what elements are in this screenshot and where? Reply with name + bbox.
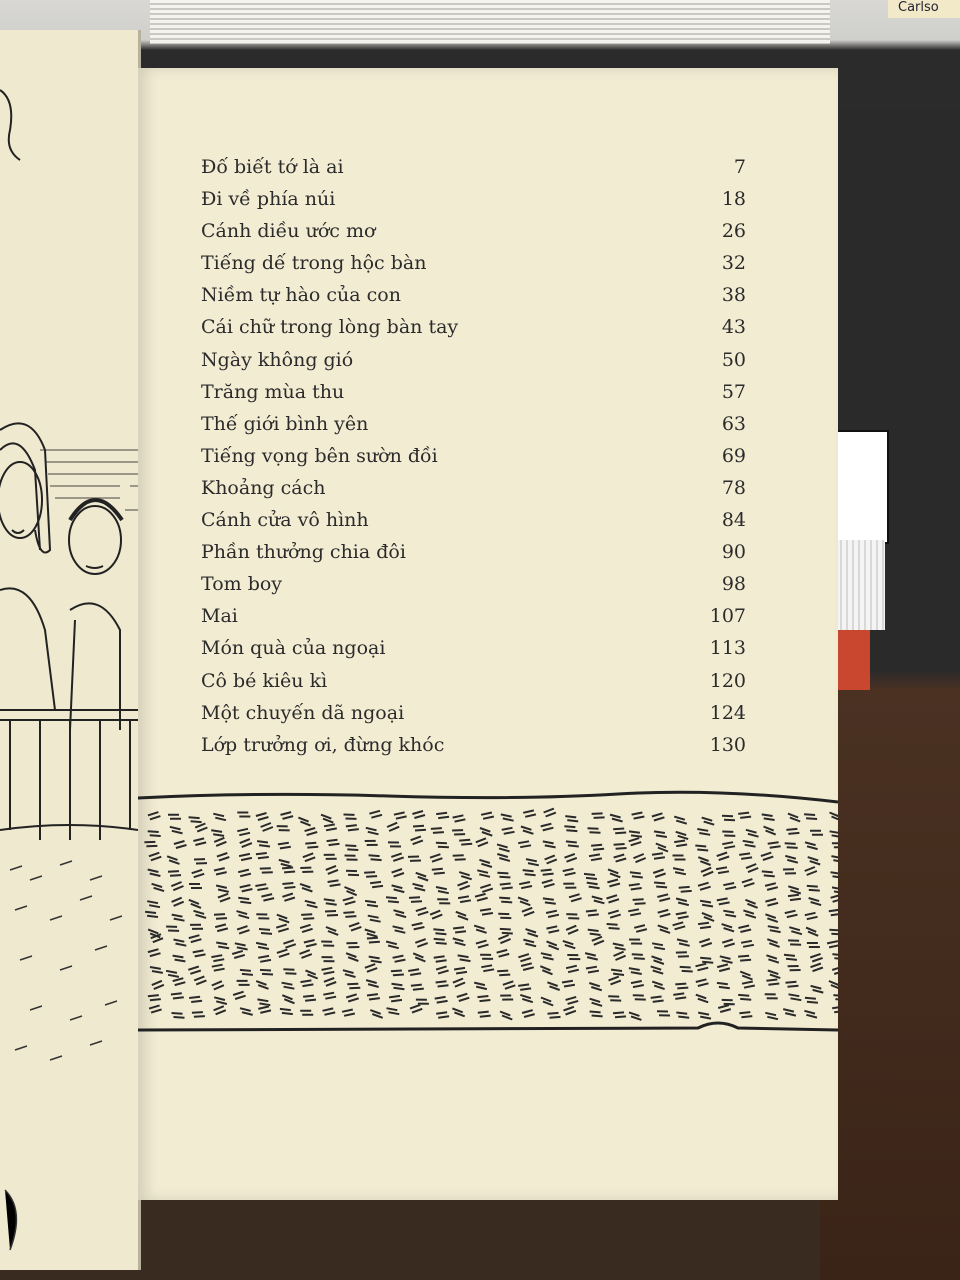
desk-background — [820, 110, 960, 1280]
toc-title: Một chuyến dã ngoại — [201, 701, 405, 724]
toc-entry — [201, 605, 746, 637]
toc-page-number: 130 — [709, 733, 746, 756]
toc-title: Cô bé kiêu kì — [201, 669, 328, 692]
toc-entry — [201, 413, 746, 445]
toc-title: Tiếng vọng bên sườn đồi — [201, 444, 438, 467]
toc-entry — [201, 381, 746, 413]
toc-entry — [201, 316, 746, 348]
toc-title: Cánh cửa vô hình — [201, 509, 369, 532]
toc-title: Mai — [201, 605, 238, 628]
toc-title: Lớp trưởng ơi, đừng khóc — [201, 733, 445, 756]
left-page-illustration — [0, 30, 141, 1270]
book-spine-label: Carlso — [888, 0, 960, 18]
toc-page-number: 57 — [721, 380, 746, 403]
toc-title: Khoảng cách — [201, 476, 326, 499]
toc-entry — [201, 509, 746, 541]
toc-page-number: 7 — [733, 156, 746, 178]
ground-dash-texture — [144, 809, 838, 1020]
toc-entry — [201, 702, 746, 734]
toc-page-number: 90 — [721, 541, 746, 564]
toc-entry — [201, 220, 746, 252]
toc-entry — [201, 477, 746, 509]
toc-page-number: 98 — [721, 573, 746, 596]
toc-title: Trăng mùa thu — [201, 380, 345, 403]
toc-entry — [201, 445, 746, 477]
toc-entry — [201, 670, 746, 702]
toc-entry — [201, 573, 746, 605]
toc-entry — [201, 252, 746, 284]
toc-page-number: 124 — [709, 701, 746, 724]
toc-title: Thế giới bình yên — [201, 412, 369, 435]
toc-page-number: 107 — [709, 605, 746, 628]
toc-page-number: 69 — [721, 444, 746, 467]
toc-title: Phần thưởng chia đôi — [201, 541, 406, 564]
toc-page-number: 26 — [721, 220, 746, 243]
ground-illustration — [138, 790, 838, 1040]
table-of-contents — [201, 156, 746, 766]
book-edge — [830, 430, 889, 544]
toc-title: Tiếng dế trong hộc bàn — [201, 252, 427, 275]
toc-entry — [201, 156, 746, 188]
toc-title: Ngày không gió — [201, 348, 354, 371]
toc-title: Tom boy — [201, 573, 283, 596]
toc-entry — [201, 349, 746, 381]
toc-page-number: 43 — [721, 316, 746, 339]
toc-entry — [201, 284, 746, 316]
paper-stack — [150, 0, 830, 44]
toc-page-number: 18 — [721, 188, 746, 211]
toc-page-number: 78 — [721, 476, 746, 499]
toc-page-number: 63 — [721, 412, 746, 435]
toc-title: Đố biết tớ là ai — [201, 156, 344, 178]
toc-page-number: 32 — [721, 252, 746, 275]
toc-entry — [201, 734, 746, 766]
toc-page-number: 113 — [709, 637, 746, 660]
toc-entry — [201, 637, 746, 669]
toc-title: Cái chữ trong lòng bàn tay — [201, 316, 459, 339]
toc-page-number: 50 — [721, 348, 746, 371]
toc-entry — [201, 541, 746, 573]
table-of-contents-page — [138, 68, 838, 1200]
toc-title: Cánh diều ước mơ — [201, 220, 376, 243]
book-edge-pages — [830, 540, 885, 630]
toc-page-number: 84 — [721, 509, 746, 532]
toc-page-number: 38 — [721, 284, 746, 307]
toc-entry — [201, 188, 746, 220]
children-drawing — [0, 30, 138, 1270]
toc-title: Món quà của ngoại — [201, 637, 386, 660]
toc-page-number: 120 — [709, 669, 746, 692]
toc-title: Đi về phía núi — [201, 188, 336, 211]
toc-title: Niềm tự hào của con — [201, 284, 401, 307]
